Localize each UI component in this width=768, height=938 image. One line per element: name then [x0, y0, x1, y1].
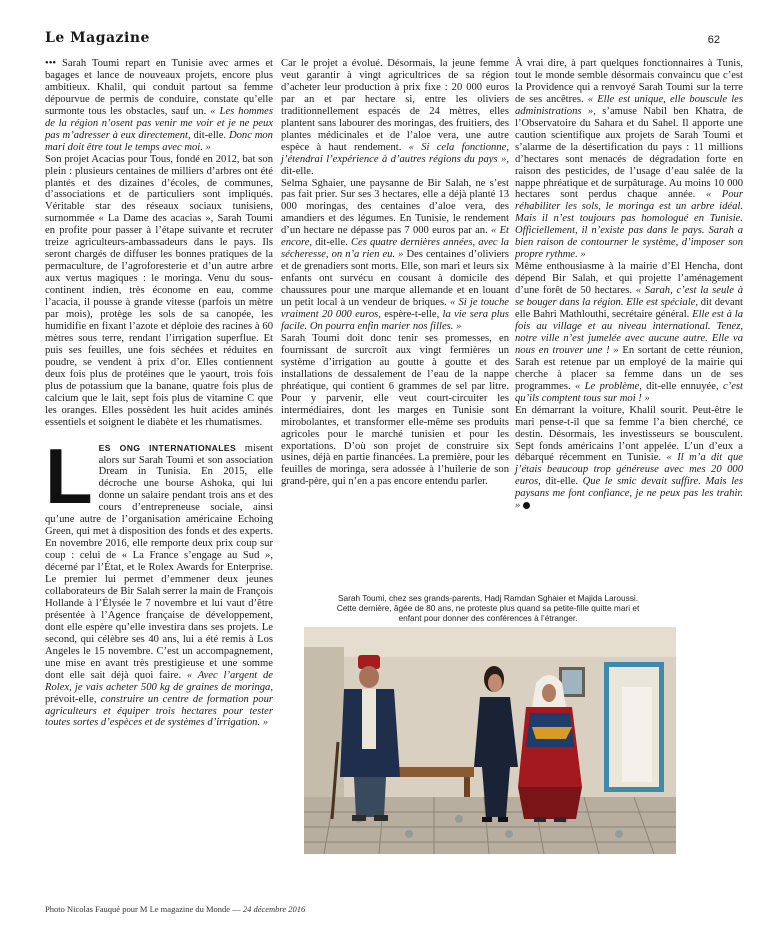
drop-cap: L [45, 431, 93, 520]
text-run: dit-elle. [315, 237, 351, 249]
article-column-2 [281, 58, 509, 488]
quote: « Le problème, [574, 380, 647, 392]
text-run: misent alors sur Sarah Toumi et son association Dream in Tunisia. En 2015, elle décroche une bourse Ashoka, qui lui donne un salaire pendant trois ans et des cours d’entrepreneuse sociale, ainsi qu’une autre de l’organisation américaine Echoing Green, qui met à disposition des fonds et des experts. En novembre 2016, elle remporte deux prix coup sur coup : celui de « La France s’engage au Sud », décerné par l’État, et le Rolex Awards for Enterprise. Le premier lui permet d’emmener deux jeunes collaborateurs de Bir Salah serrer la main de François Hollande à l’Élysée le 7 novembre et lui vaut d’être présentée à l’Agence française de développement, dont elle espère qu’elle investira dans ses projets. Le second, qui célèbre ses 40 ans, lui a été remis à Los Angeles le 15 novembre. C’est un accompagnement, une mise en avant très prestigieuse et une somme dont elle sait déjà quoi faire. [45, 442, 273, 681]
paragraph [281, 58, 509, 178]
masthead-logo: Le Magazine [45, 30, 150, 46]
quote: c’est qu’ils comptent tous sur moi ! » [515, 380, 743, 404]
text-run: Même enthousiasme à la mairie d’El Hencha, dont dépend Bir Salah, et qui projette l’aménagement d’une forêt de 50 hectares. [515, 261, 743, 297]
continuation-marker: ••• [45, 58, 63, 69]
paragraph [515, 405, 743, 513]
quote: « Si cela fonctionne, j’étendrai l’expérience à d’autres régions du pays », [281, 141, 509, 165]
lead-in-smallcaps: ES ONG INTERNATIONALES [98, 442, 237, 453]
paragraph: Sarah Toumi doit donc tenir ses promesses, en fournissant de surcroît aux vingt fermières un système d’irrigation au goutte à goutte et des installations de dessalement de l’eau de la nappe phréatique, qui contient 6 grammes de sel par litre. Pour y parvenir, elle veut court-circuiter les intermédiaires, dont les marges en Tunisie sont mirobolantes, et transformer elle-même ses produits agricoles pour le marché tunisien et pour les exportations. D’où son projet de construire six usines, déjà en partie financées. La première, pour les feuilles de moringa, sera adossée à l’huilerie de son grand-père, qui n’en a pas encore entendu parler. [281, 332, 509, 488]
quote: Que le smic devait suffire. Mais les paysans me font confiance, je ne peux pas les trahir. » [515, 476, 743, 512]
section-start [45, 431, 274, 730]
text-run: dit devant elle Bahri Mathlouthi, secrétaire général. [515, 297, 743, 321]
quote: « Avec l’argent de Rolex, je vais acheter 500 kg de graines de moringa, [45, 669, 274, 693]
quote: « Pour réhabiliter les sols, le moringa est un arbre idéal. Mais il n’est toujours pas homologué en Tunisie. Officiellement, il n’existe pas dans le pays. Sarah a bien raison de contourner le système, d’imposer son propre rythme. » [515, 189, 743, 261]
end-of-article-icon [523, 502, 530, 509]
text-run: dit-elle. [281, 165, 314, 177]
text-run: En sortant de cette réunion, Sarah est retenue par un employé de la mairie qui cherche à placer sa femme dans un de ses programmes. [515, 344, 744, 392]
photo-caption: Sarah Toumi, chez ses grands-parents, Hadj Ramdan Sghaier et Majida Laroussi. Cette dernière, âgée de 80 ans, ne proteste plus quand sa petite-fille quitte mari et enfant pour donner des conférences à l’étranger. [336, 593, 640, 623]
text-run: dit-elle ennuyée, [646, 380, 723, 392]
text-run: prévoit-elle, [45, 693, 101, 705]
text-run: En démarrant la voiture, Khalil sourit. Peut-être le mari pense-t-il que sa femme l’a bien cherché, ce destin. Désormais, les investisseurs se bousculent. Sept fonds américains l’ont appelée. L’un d’eux a débarqué récemment en Tunisie. [515, 404, 743, 464]
paragraph: Son projet Acacias pour Tous, fondé en 2012, bat son plein : plusieurs centaines de milliers d’arbres ont été plantés et des dizaines d’écoles, de communes, d’associations et de particuliers sont impliqués. Véritable star des réseaux sociaux tunisiens, surnommée « La Dame des acacias », Sarah Toumi en profite pour passer à l’étape suivante et recruter treize agriculteurs-ambassadeurs dans le pays. Ils seront chargés de diffuser les bonnes pratiques de la permaculture, de l’agroforesterie et d’un autre arbre aux vertus magiques : le moringa. Venu du sous-continent indien, très économe en eau, comme l’acacia, il pousse à grande vitesse (parfois un mètre par mois), protège les sols de sa canopée, les humidifie en fixant l’azote et déploie des racines à 60 mètres sous terre, rendant l’irrigation superflue. Et puis ses feuilles, une fois séchées et réduites en poudre, se vendent à prix d’or. Elles contiennent deux fois plus de protéines que le yaourt, trois fois plus de potassium que la banane, quatre fois plus de calcium que le lait, sept fois plus de vitamine C que les oranges. Elles possèdent les huit acides aminés essentiels et soignent le diabète et les rhumatismes. [45, 153, 273, 428]
text-run: Des centaines d’oliviers et de grenadiers sont morts. Elle, son mari et leurs six enfants ont survécu en cousant à domicile des chaussures pour une marque allemande et en louant un petit local à un vendeur de briques. [281, 249, 509, 309]
text-run: dit-elle. [545, 476, 583, 488]
quote: la vie sera plus facile. On pourra enfin marier nos filles. » [281, 309, 509, 332]
quote: Elle est à la fois au village et au niveau international. Tenez, notre ville n’est jumelée avec aucune autre. Elle va nous en trouver une ! » [515, 309, 743, 356]
quote: « Sarah, c’est la seule à se bouger dans la région. Elle est spéciale, [515, 285, 743, 309]
quote: « Elle est unique, elle bouscule les administrations », [515, 93, 743, 117]
quote: « Les hommes de la région n’osent pas venir me voir et je ne peux pas m’adresser à eux directement, [45, 105, 273, 141]
quote: « Et encore, [281, 225, 509, 249]
issue-date: 24 décembre 2016 [242, 904, 306, 914]
quote: construire un centre de formation pour agriculteurs et équiper trois hectares pour tester toutes sortes d’espèces et de systèmes d’irrigation. » [45, 693, 273, 729]
credit-text: Photo Nicolas Fauqué pour M Le magazine du Monde — [45, 904, 243, 914]
paragraph [45, 58, 273, 154]
text-run: À vrai dire, à part quelques fonctionnaires à Tunis, tout le monde semble désormais convaincu que c’est la Providence qui a renvoyé Sarah Toumi sur la terre de ses ancêtres. [515, 58, 743, 105]
paragraph [281, 178, 509, 333]
article-column-1 [45, 58, 273, 729]
paragraph [515, 261, 743, 404]
photo-illustration [304, 627, 676, 854]
article-photo [304, 627, 676, 854]
text-run: s’amuse Nabil ben Khatra, de l’Observatoire du Sahara et du Sahel. Il apporte une caution scientifique aux projets de Sarah Toumi et s’alarme de la désertification du pays : 11 millions d’hectares sont menacés de dégradation forte en raison des pesticides, de l’usage d’eau salée de la nappe phréatique et de surpâturage. Au moins 10 000 hectares sont perdus chaque année. [515, 105, 743, 201]
text-run: Selma Sghaier, une paysanne de Bir Salah, ne s’est pas fait prier. Sur ses 3 hectares, elle a déjà planté 13 000 moringas, des centaines d’aloe vera, des amandiers et des légumes. En Tunisie, le rendement d’un hectare ne dépasse pas 7 000 euros par an. [281, 177, 509, 237]
quote: Ces quatre dernières années, avec la sécheresse, on n’a rien eu. » [281, 237, 509, 261]
text-run: Sarah Toumi repart en Tunisie avec armes et bagages et lance de nouveaux projets, encore plus ambitieux. Khalil, qui conduit partout sa femme dépourvue de permis de conduire, constate qu’elle surmonte tous les obstacles, sauf un. [45, 58, 273, 117]
quote: « Il m’a dit que j’étais beaucoup trop généreuse avec mes 20 000 euros, [515, 452, 743, 488]
text-run: espère-t-elle, [384, 309, 443, 321]
text-run: Car le projet a évolué. Désormais, la jeune femme veut garantir à vingt agricultrices de sa région d’acheter leur production à prix fixe : 20 000 euros par an et par hectare si, entre les oliviers traditionnellement espacés de 24 mètres, elles plantent sans labourer des moringas, des fruitiers, des plantes médicinales et de l’aloe vera, une autre espèce à haut rendement. [281, 58, 509, 153]
page-number: 62 [707, 34, 720, 46]
article-column-3 [515, 58, 743, 512]
photo-credit [45, 904, 305, 914]
quote: Donc mon mari doit être tout le temps avec moi. » [45, 129, 273, 153]
paragraph [515, 58, 743, 261]
text-run: dit-elle. [193, 129, 229, 141]
quote: « Si je touche vraiment 20 000 euros, [281, 297, 509, 321]
